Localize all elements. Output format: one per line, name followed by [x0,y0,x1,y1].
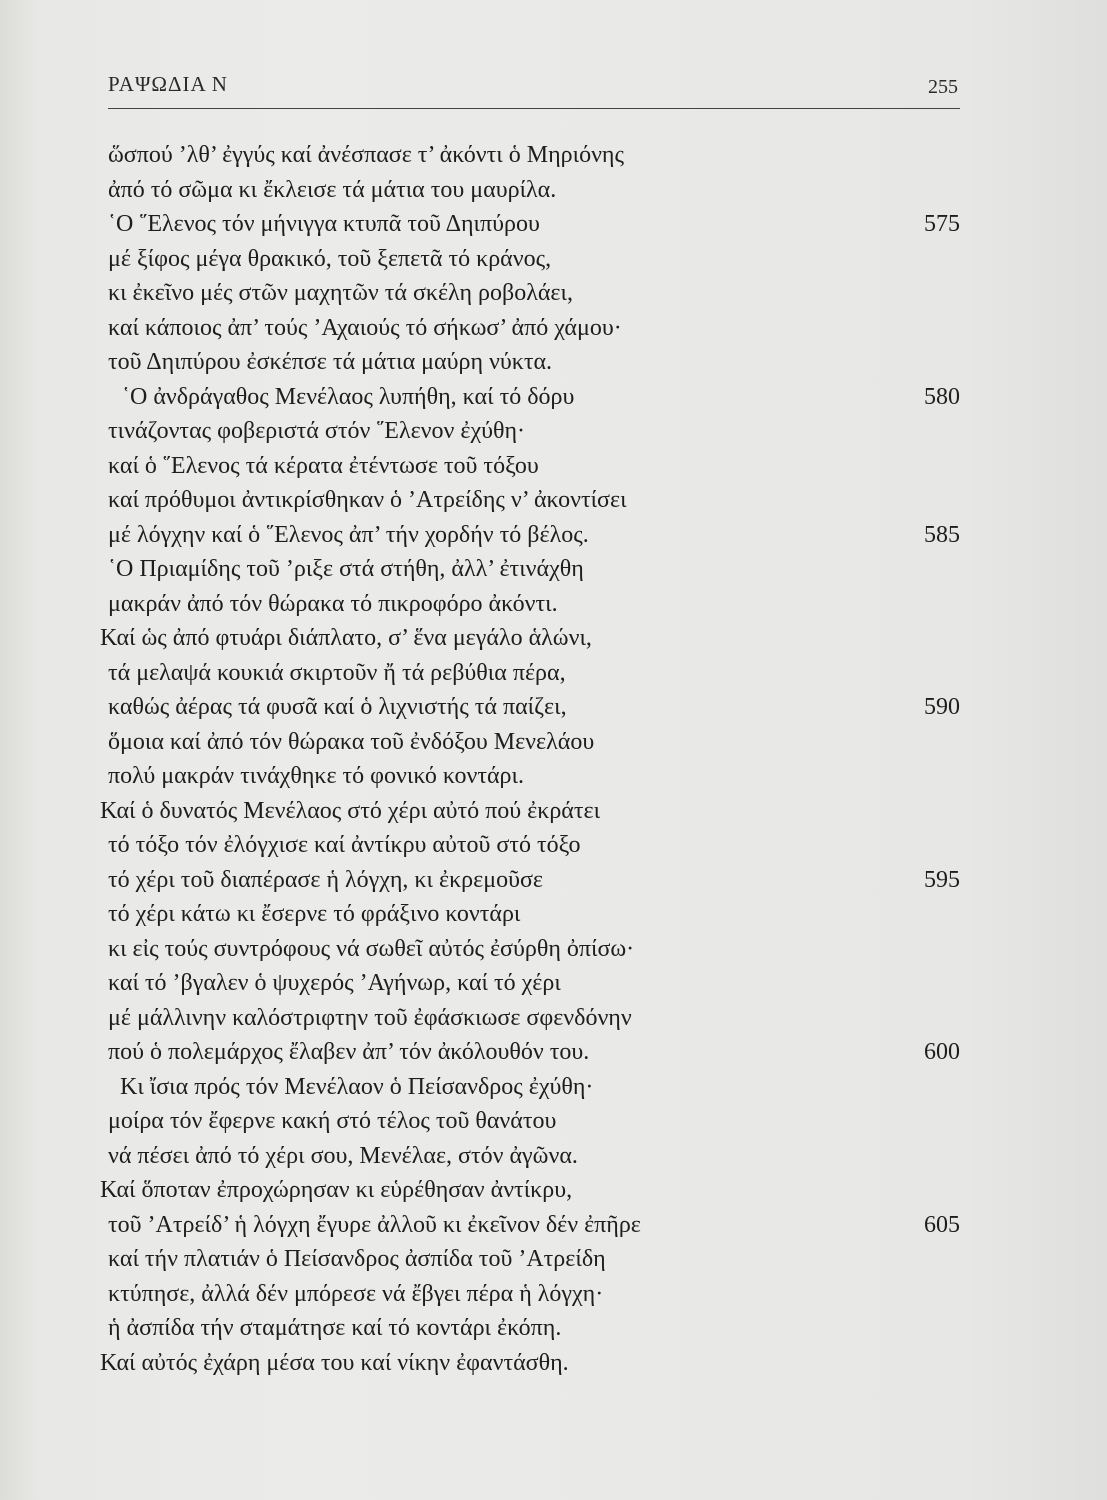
verse-text: Καί ὡς ἀπό φτυάρι διάπλατο, σ’ ἕνα μεγάλο ἁλώνι, [100,625,592,651]
verse-text: τινάζοντας φοβεριστά στόν ῞Ελενον ἐχύθη· [108,418,526,444]
verse-line [100,897,960,932]
verse-text: μακράν ἀπό τόν θώρακα τό πικροφόρο ἀκόντι. [108,590,558,617]
verse-line [100,449,960,484]
line-number: 590 [924,694,960,720]
verse-text: κτύπησε, ἀλλά δέν μπόρεσε νά ἔβγει πέρα ἡ λόγχη· [108,1280,604,1307]
verse-line [100,1346,960,1381]
header-rule [108,108,960,109]
running-title: ΡΑΨΩΔΙΑ Ν [108,72,228,96]
verse-line [100,1277,960,1312]
verse-line [100,966,960,1001]
line-number: 580 [924,383,960,410]
verse-line [100,1104,960,1139]
verse-text: καί τό ’βγαλεν ὁ ψυχερός ’Αγήνωρ, καί τό χέρι [108,970,561,996]
verse-line [100,173,960,208]
verse-text: ῾Ο ῞Ελενος τόν μήνιγγα κτυπᾶ τοῦ Δηιπύρου [108,211,540,237]
verse-text: πολύ μακράν τινάχθηκε τό φονικό κοντάρι. [108,763,524,789]
verse-text: καί πρόθυμοι ἀντικρίσθηκαν ὁ ’Ατρείδης ν’ ἀκοντίσει [108,487,627,513]
verse-text: κι εἰς τούς συντρόφους νά σωθεῖ αὐτός ἐσύρθη ὀπίσω· [108,935,635,962]
verse-text: καί κάποιος ἀπ’ τούς ’Αχαιούς τό σήκωσ’ ἀπό χάμου· [108,314,622,341]
verse-text: ἀπό τό σῶμα κι ἔκλεισε τά μάτια του μαυρίλα. [108,176,557,203]
verse-line [100,759,960,794]
verse-line [100,345,960,380]
verse-text: καί ὁ ῞Ελενος τά κέρατα ἐτέντωσε τοῦ τόξου [108,452,539,479]
verse-line [100,1139,960,1174]
verse-text: ὥσπού ’λθ’ ἐγγύς καί ἀνέσπασε τ’ ἀκόντι ὁ Μηριόνης [108,142,624,168]
verse-text: νά πέσει ἀπό τό χέρι σου, Μενέλαε, στόν ἀγῶνα. [108,1142,578,1169]
verse-text: τό τόξο τόν ἐλόγχισε καί ἀντίκρυ αὐτοῦ στό τόξο [108,832,581,858]
verse-text: μέ μάλλινην καλόστριφτην τοῦ ἐφάσκιωσε σφενδόνην [108,1004,632,1031]
verse-line [100,1311,960,1346]
verse-line [100,725,960,760]
line-number: 595 [924,866,960,893]
verse-line [100,1001,960,1036]
verse-text: Καί ὁ δυνατός Μενέλαος στό χέρι αὐτό πού ἐκράτει [100,797,601,824]
verse-text: μοίρα τόν ἔφερνε κακή στό τέλος τοῦ θανάτου [108,1108,557,1134]
verse-line [100,207,960,242]
verse-text: κι ἐκεῖνο μές στῶν μαχητῶν τά σκέλη ροβολάει, [108,280,573,306]
verse-line [100,690,960,725]
verse-text: μέ ξίφος μέγα θρακικό, τοῦ ξεπετᾶ τό κράνος, [108,245,552,272]
verse-text: μέ λόγχην καί ὁ ῞Ελενος ἀπ’ τήν χορδήν τό βέλος. [108,521,589,548]
line-number: 585 [924,521,960,548]
verse-line [100,276,960,311]
verse-line [100,863,960,898]
verse-text: τά μελαψά κουκιά σκιρτοῦν ἤ τά ρεβύθια πέρα, [108,659,566,686]
verse-text: τοῦ ’Ατρείδ’ ἡ λόγχη ἔγυρε ἀλλοῦ κι ἐκεῖνον δέν ἐπῆρε [108,1211,641,1238]
verse-line [100,242,960,277]
verse-line [100,828,960,863]
verse-line [100,587,960,622]
verse-line [100,656,960,691]
verse-line [100,1035,960,1070]
verse-text: καί τήν πλατιάν ὁ Πείσανδρος ἀσπίδα τοῦ ’Ατρείδη [108,1246,606,1272]
page-number: 255 [928,76,958,98]
verse-line [100,380,960,415]
line-number: 600 [924,1039,960,1065]
verse-text: Καί ὅποταν ἐπροχώρησαν κι εὑρέθησαν ἀντίκρυ, [100,1177,573,1203]
verse-text: ῾Ο Πριαμίδης τοῦ ’ριξε στά στήθη, ἀλλ’ ἐτινάχθη [108,556,584,582]
verse-line [100,1242,960,1277]
verse-line [100,794,960,829]
verse-text: Καί αὐτός ἐχάρη μέσα του καί νίκην ἐφαντάσθη. [100,1349,569,1376]
verse-text: ἡ ἀσπίδα τήν σταμάτησε καί τό κοντάρι ἐκόπη. [108,1315,562,1341]
verse-line [100,483,960,518]
verse-text: καθώς ἀέρας τά φυσᾶ καί ὁ λιχνιστής τά παίζει, [108,694,567,720]
verse-line [100,311,960,346]
verse-text: τό χέρι τοῦ διαπέρασε ἡ λόγχη, κι ἐκρεμοῦσε [108,866,543,893]
verse-text: πού ὁ πολεμάρχος ἔλαβεν ἀπ’ τόν ἀκόλουθόν του. [108,1039,590,1065]
verse-text: ὅμοια καί ἀπό τόν θώρακα τοῦ ἐνδόξου Μενελάου [108,728,595,755]
verse-line [100,621,960,656]
verse-text: Κι ἴσια πρός τόν Μενέλαον ὁ Πείσανδρος ἐχύθη· [120,1073,594,1100]
verse-line [100,518,960,553]
line-number: 575 [924,211,960,237]
verse-line [100,1208,960,1243]
verse-line [100,138,960,173]
verse-line [100,932,960,967]
page-header [108,72,958,108]
verse-line [100,552,960,587]
verse-text: τοῦ Δηιπύρου ἐσκέπσε τά μάτια μαύρη νύκτα. [108,349,553,375]
verse-block [100,138,960,1380]
verse-line [100,1070,960,1105]
verse-line [100,414,960,449]
verse-text: τό χέρι κάτω κι ἔσερνε τό φράξινο κοντάρι [108,901,521,927]
verse-text: ῾Ο ἀνδράγαθος Μενέλαος λυπήθη, καί τό δόρυ [122,383,575,410]
bleed-through-shadow [960,0,1107,1500]
line-number: 605 [924,1211,960,1238]
verse-line [100,1173,960,1208]
